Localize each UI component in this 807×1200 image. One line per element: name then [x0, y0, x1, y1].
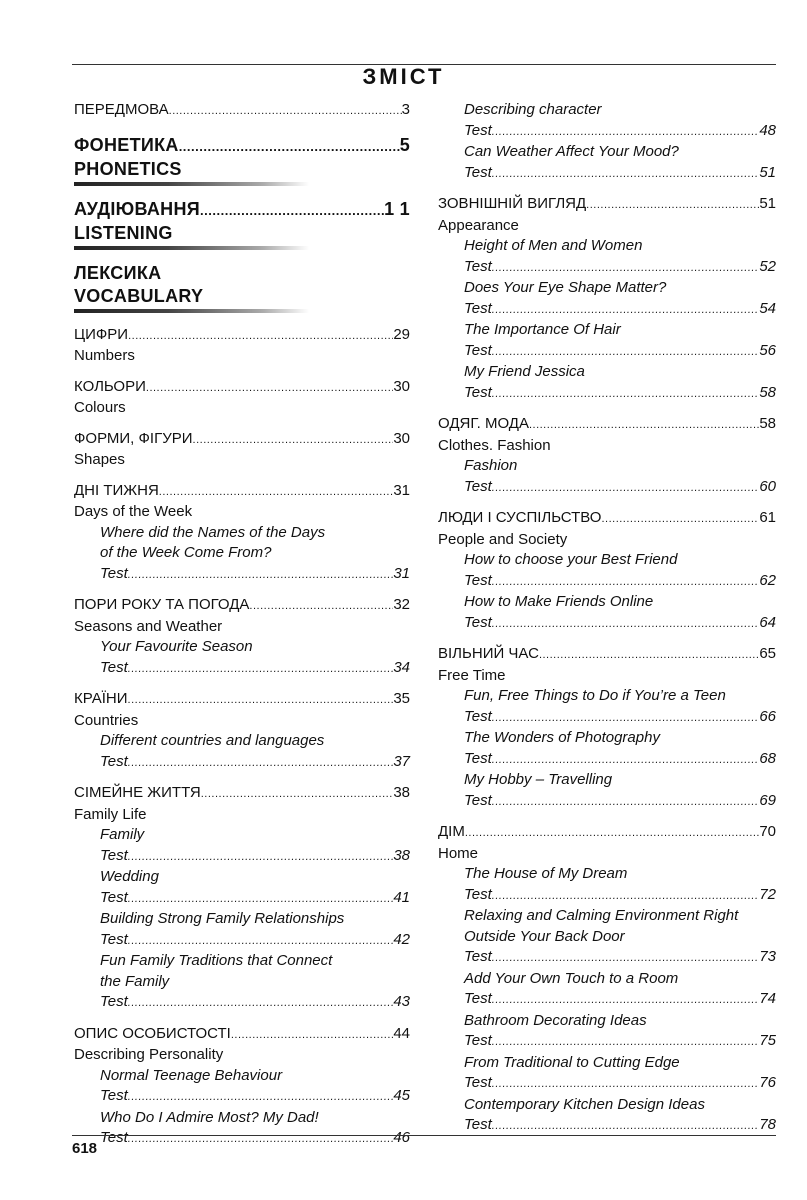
toc-subentry: My Hobby – Travelling [464, 771, 613, 788]
toc-subentry: of the Week Come From? [100, 544, 272, 561]
toc-subentry: Family [100, 826, 145, 843]
toc-test[interactable]: Test ..... 66 [438, 707, 776, 729]
toc-subentry: Building Strong Family Relationships [100, 910, 345, 927]
toc-test[interactable]: Test ..... 62 [438, 571, 776, 593]
toc-entry-kolory[interactable]: КОЛЬОРИ ..... 30 [74, 377, 410, 399]
toc-subentry: Can Weather Affect Your Mood? [464, 143, 679, 160]
toc-right-column [438, 100, 776, 1137]
toc-test[interactable]: Test ..... 56 [438, 341, 776, 363]
toc-test[interactable]: Test ..... 73 [438, 947, 776, 969]
toc-subentry: Normal Teenage Behaviour [100, 1066, 283, 1084]
toc-test[interactable]: Test ..... 31 [74, 564, 410, 586]
toc-test[interactable]: Test ..... 74 [438, 989, 776, 1011]
toc-subentry: The Wonders of Photography [464, 729, 660, 746]
toc-test[interactable]: Test ..... 68 [438, 749, 776, 771]
toc-test[interactable]: Test ..... 72 [438, 885, 776, 907]
toc-subentry: Your Favourite Season [100, 638, 253, 655]
toc-entry-en: Family Life [74, 805, 147, 823]
toc-test[interactable]: Test ..... 78 [438, 1115, 776, 1137]
page-number: 618 [72, 1140, 98, 1157]
toc-subentry: Height of Men and Women [464, 237, 643, 254]
toc-subentry: The Importance Of Hair [464, 321, 621, 338]
toc-entry-zovnishnii[interactable]: ЗОВНІШНІЙ ВИГЛЯД ..... 51 [438, 194, 776, 216]
toc-entry-en: Appearance [438, 216, 519, 234]
toc-entry-en: Days of the Week [74, 503, 193, 520]
toc-test[interactable]: Test ..... 51 [438, 163, 776, 185]
toc-entry-en: Seasons and Weather [74, 617, 223, 635]
toc-test[interactable]: Test ..... 58 [438, 383, 776, 405]
section-underbar [74, 182, 309, 186]
toc-test[interactable]: Test ..... 45 [74, 1086, 410, 1108]
toc-entry-en: People and Society [438, 530, 568, 548]
toc-subentry: the Family [100, 972, 170, 990]
toc-subentry: Relaxing and Calming Environment Right [464, 907, 739, 924]
toc-subentry: My Friend Jessica [464, 363, 585, 380]
toc-entry-krainy[interactable]: КРАЇНИ ..... 35 [74, 689, 410, 711]
toc-test[interactable]: Test ..... 60 [438, 477, 776, 499]
toc-subentry: Different countries and languages [100, 732, 325, 749]
toc-section-listening: LISTENING [74, 222, 173, 243]
toc-entry-en: Shapes [74, 451, 125, 468]
toc-test[interactable]: Test ..... 37 [74, 752, 410, 774]
toc-section-fonetyka[interactable]: ФОНЕТИКА ..... 5 [74, 134, 410, 158]
toc-entry-en: Describing Personality [74, 1046, 224, 1063]
toc-subentry: How to Make Friends Online [464, 593, 654, 610]
toc-test[interactable]: Test ..... 46 [74, 1128, 410, 1150]
toc-subentry: How to choose your Best Friend [464, 551, 678, 568]
toc-entry-en: Home [438, 844, 479, 862]
section-underbar [74, 246, 309, 250]
toc-entry-odyag[interactable]: ОДЯГ. МОДА ..... 58 [438, 414, 776, 436]
toc-subentry: Wedding [100, 868, 159, 885]
toc-test[interactable]: Test ..... 69 [438, 791, 776, 813]
toc-subentry: Fun, Free Things to Do if You’re a Teen [464, 687, 726, 704]
toc-section-leksyka: ЛЕКСИКА [74, 262, 162, 283]
toc-subentry: Where did the Names of the Days [100, 523, 326, 541]
toc-subentry: Describing character [464, 101, 602, 118]
toc-entry-opys[interactable]: ОПИС ОСОБИСТОСТІ ..... 44 [74, 1024, 410, 1046]
toc-subentry: The House of My Dream [464, 865, 628, 882]
toc-entry-formy[interactable]: ФОРМИ, ФІГУРИ ..... 30 [74, 429, 410, 451]
toc-subentry: Contemporary Kitchen Design Ideas [464, 1095, 705, 1113]
section-underbar [74, 309, 309, 313]
toc-entry-tsyfry[interactable]: ЦИФРИ ..... 29 [74, 325, 410, 347]
toc-test[interactable]: Test ..... 48 [438, 121, 776, 143]
toc-entry-en: Countries [74, 711, 139, 729]
toc-test[interactable]: Test ..... 54 [438, 299, 776, 321]
toc-entry-en: Colours [74, 399, 126, 416]
toc-entry-en: Clothes. Fashion [438, 436, 551, 454]
toc-test[interactable]: Test ..... 41 [74, 888, 410, 910]
toc-test[interactable]: Test ..... 34 [74, 658, 410, 680]
toc-subentry: Does Your Eye Shape Matter? [464, 279, 667, 296]
toc-test[interactable]: Test ..... 76 [438, 1073, 776, 1095]
toc-test[interactable]: Test ..... 75 [438, 1031, 776, 1053]
toc-entry-pory[interactable]: ПОРИ РОКУ ТА ПОГОДА ..... 32 [74, 595, 410, 617]
toc-subentry: Bathroom Decorating Ideas [464, 1011, 647, 1029]
toc-test[interactable]: Test ..... 42 [74, 930, 410, 952]
toc-entry-en: Numbers [74, 347, 135, 364]
toc-entry-dni[interactable]: ДНІ ТИЖНЯ ..... 31 [74, 481, 410, 503]
toc-subentry: Outside Your Back Door [464, 927, 625, 945]
toc-test[interactable]: Test ..... 64 [438, 613, 776, 635]
toc-entry-lyudy[interactable]: ЛЮДИ І СУСПІЛЬСТВО ..... 61 [438, 508, 776, 530]
toc-subentry: Fashion [464, 457, 518, 474]
toc-entry-peredmova[interactable]: ПЕРЕДМОВА ..... 3 [74, 100, 410, 122]
toc-entry-simeine[interactable]: СІМЕЙНЕ ЖИТТЯ ..... 38 [74, 783, 410, 805]
toc-subentry: From Traditional to Cutting Edge [464, 1053, 680, 1071]
toc-subentry: Add Your Own Touch to a Room [464, 969, 679, 987]
page-title: ЗМІСТ [362, 64, 445, 89]
toc-subentry: Who Do I Admire Most? My Dad! [100, 1108, 319, 1126]
toc-entry-vilnyi[interactable]: ВІЛЬНИЙ ЧАС ..... 65 [438, 644, 776, 666]
toc-test[interactable]: Test ..... 52 [438, 257, 776, 279]
bottom-rule [72, 1135, 776, 1136]
toc-entry-dim[interactable]: ДІМ ..... 70 [438, 822, 776, 844]
toc-entry-en: Free Time [438, 666, 506, 684]
toc-section-vocabulary: VOCABULARY [74, 285, 204, 306]
toc-subentry: Fun Family Traditions that Connect [100, 952, 333, 969]
toc-section-audiyuvannya[interactable]: АУДІЮВАННЯ ..... 1 1 [74, 198, 410, 222]
toc-test[interactable]: Test ..... 38 [74, 846, 410, 868]
toc-section-phonetics: PHONETICS [74, 158, 182, 179]
toc-left-column [74, 100, 410, 1150]
toc-test[interactable]: Test ..... 43 [74, 992, 410, 1014]
